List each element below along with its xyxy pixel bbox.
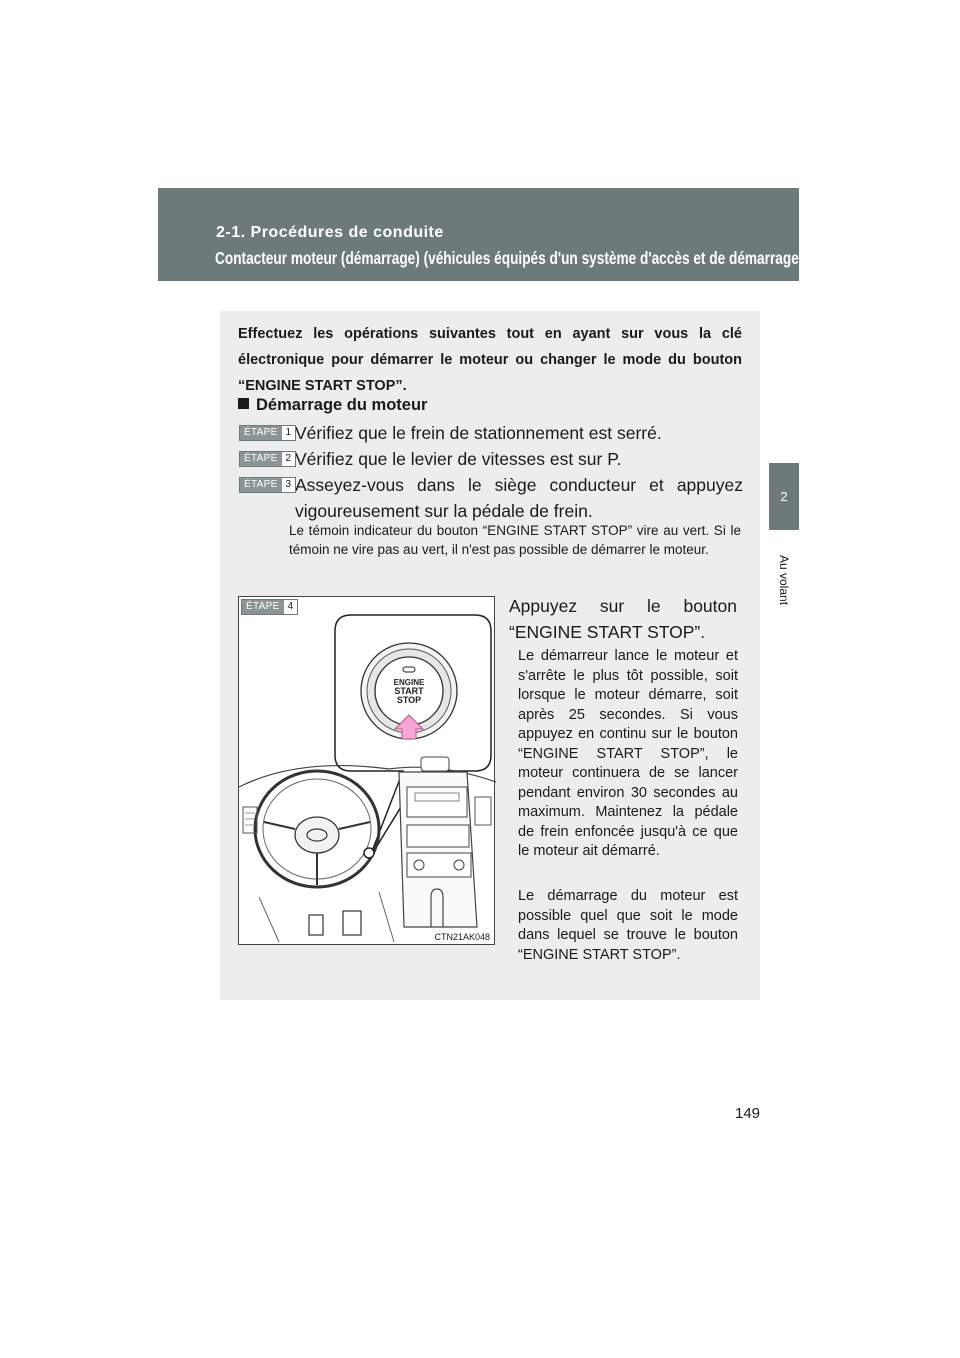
subheading [238, 396, 427, 415]
step-text: Vérifiez que le frein de stationnement est serré. [295, 423, 662, 443]
section-title: 2-1. Procédures de conduite [216, 224, 444, 241]
page-title: Contacteur moteur (démarrage) (véhicules équipés d'un système d'accès et de démarrage “mains libres”) [215, 248, 901, 268]
step-1 [239, 420, 743, 446]
button-label-stop: STOP [396, 695, 422, 705]
step-4-line-1: Appuyez sur le bouton [509, 596, 737, 616]
subheading-text: Démarrage du moteur [256, 396, 428, 414]
step-4-text [509, 593, 737, 645]
step-badge: ÉTAPE 3 [239, 477, 296, 493]
page-number: 149 [735, 1105, 761, 1122]
step-text: Asseyez-vous dans le siège conducteur et appuyez vigoureusement sur la pédale de frein. [295, 475, 743, 521]
button-label-engine: ENGINE [393, 678, 425, 687]
step-badge: ÉTAPE 4 [241, 599, 298, 615]
step-2 [239, 446, 743, 472]
figure-code: CTN21AK048 [434, 932, 490, 942]
step-text: Vérifiez que le levier de vitesses est sur P. [295, 449, 622, 469]
chapter-number: 2 [780, 489, 788, 504]
chapter-label: Au volant [777, 554, 791, 606]
step-4-line-2: “ENGINE START STOP”. [509, 622, 706, 642]
content-panel [220, 311, 760, 1000]
step-badge: ÉTAPE 1 [239, 425, 296, 441]
page-header [158, 188, 901, 281]
dashboard-drawing [239, 597, 496, 946]
step-badge: ÉTAPE 2 [239, 451, 296, 467]
dashboard-illustration [238, 596, 495, 945]
square-bullet-icon [238, 398, 249, 409]
chapter-tab[interactable] [769, 463, 799, 530]
step-3 [239, 472, 743, 524]
step-3-note: Le témoin indicateur du bouton “ENGINE START STOP” vire au vert. Si le témoin ne vire pas au vert, il n'est pas possible de démarrer le moteur. [289, 523, 741, 557]
step-4-note-1: Le démarreur lance le moteur et s'arrête le plus tôt possible, soit lorsque le moteur démarre, soit après 25 secondes. Si vous appuyez en continu sur le bouton “ENGINE START STOP”, le moteur continuera de se lancer pendant environ 30 secondes au maximum. Maintenez la pédale de frein enfoncée jusqu'à ce que le moteur ait démarré. [518, 648, 738, 859]
step-4-note-2: Le démarrage du moteur est possible quel que soit le mode dans lequel se trouve le bouton “ENGINE START STOP”. [518, 888, 738, 963]
button-label-start: START [394, 686, 424, 696]
intro-paragraph: Effectuez les opérations suivantes tout en ayant sur vous la clé électronique pour démarrer le moteur ou changer le mode du bouton “ENGINE START STOP”. [238, 326, 742, 394]
